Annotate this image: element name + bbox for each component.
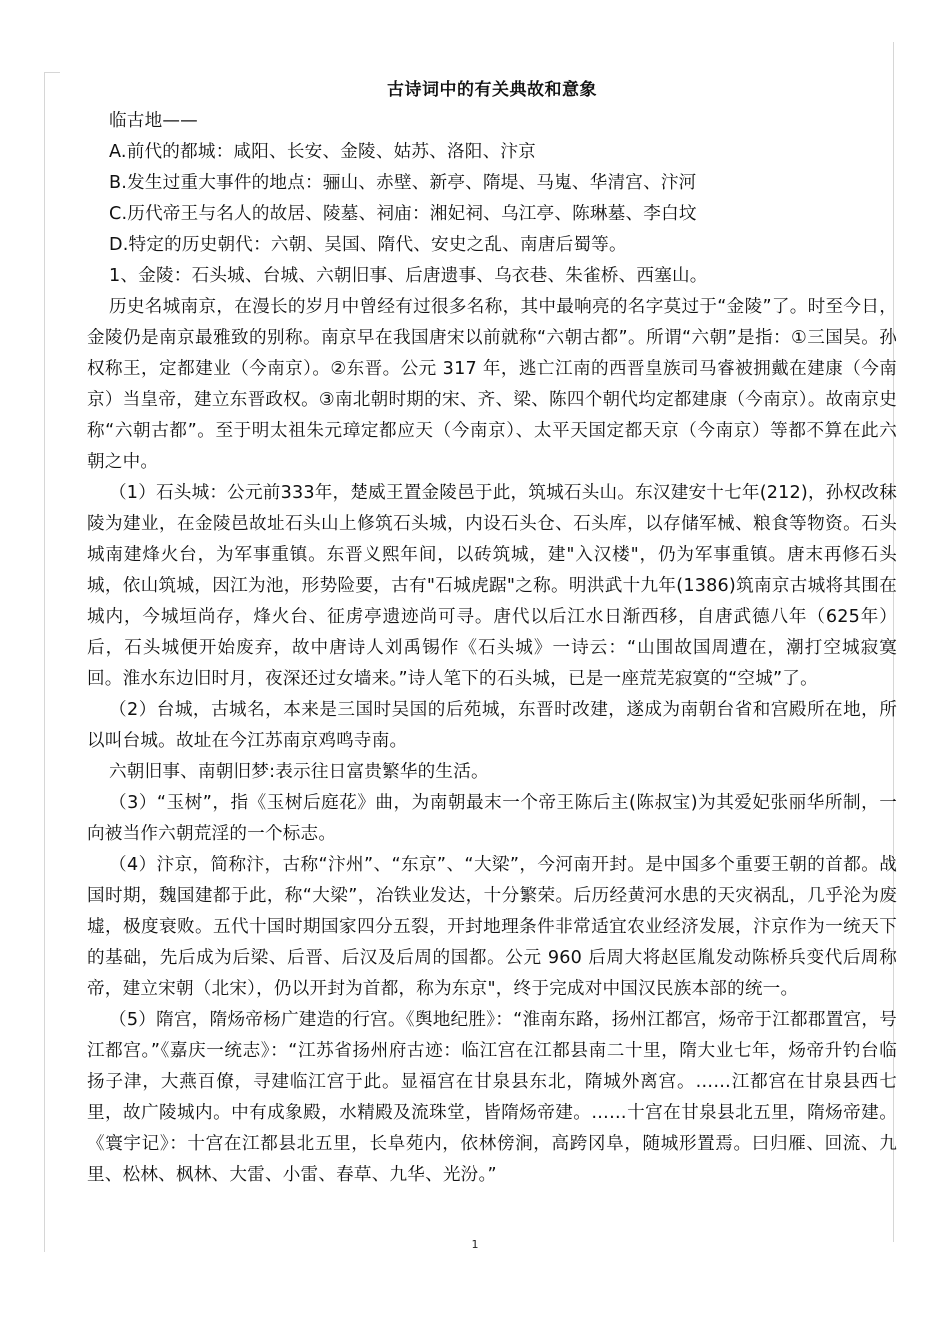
paragraph-heading: 临古地——	[109, 111, 198, 131]
page-left-edge	[44, 72, 45, 1252]
paragraph-bianjing: （4）汴京，简称汴，古称“汴州”、“东京”、“大梁”，今河南开封。是中国多个重要王朝的首都。战国时期，魏国建都于此，称“大梁”，冶铁业发达，十分繁荣。后历经黄河水患的天灾祸乱，几乎沦为废墟，极度衰败。五代十国时期国家四分五裂，开封地理条件非常适宜农业经济发展，汴京作为一统天下的基础，先后成为后梁、后晋、后汉及后周的国都。公元 960 后周大将赵匡胤发动陈桥兵变代后周称帝，建立宋朝（北宋），仍以开封为首都，称为东京"，终于完成对中国汉民族本部的统一。	[87, 855, 897, 999]
page-number: 1	[471, 1238, 479, 1251]
document-title: 古诗词中的有关典故和意象	[387, 80, 597, 100]
paragraph-shitoucheng: （1）石头城：公元前333年，楚威王置金陵邑于此，筑城石头山。东汉建安十七年(212)，孙权改秣陵为建业，在金陵邑故址石头山上修筑石头城，内设石头仓、石头库，以存储军械、粮食等物资。石头城南建烽火台，为军事重镇。东晋义熙年间，以砖筑城，建"入汉楼"，仍为军事重镇。唐末再修石头城，依山筑城，因江为池，形势险要，古有"石城虎踞"之称。明洪武十九年(1386)筑南京古城将其围在城内，今城垣尚存，烽火台、征虏亭遗迹尚可寻。唐代以后江水日渐西移，自唐武德八年（625年）后，石头城便开始废弃，故中唐诗人刘禹锡作《石头城》一诗云：“山围故国周遭在，潮打空城寂寞回。淮水东边旧时月，夜深还过女墙来。”诗人笔下的石头城，已是一座荒芜寂寞的“空城”了。	[87, 483, 897, 689]
paragraph-yushu: （3）“玉树”，指《玉树后庭花》曲，为南朝最末一个帝王陈后主(陈叔宝)为其爱妃张丽华所制，一向被当作六朝荒淫的一个标志。	[87, 793, 897, 844]
paragraph-suigong: （5）隋宫，隋炀帝杨广建造的行宫。《舆地纪胜》：“淮南东路，扬州江都宫，炀帝于江都郡置宫，号江都宫。”《嘉庆一统志》：“江苏省扬州府古迹：临江宫在江都县南二十里，隋大业七年，炀帝升钓台临扬子津，大燕百僚，寻建临江宫于此。显福宫在甘泉县东北，隋城外离宫。……江都宫在甘泉县西七里，故广陵城内。中有成象殿，水精殿及流珠堂，皆隋炀帝建。……十宫在甘泉县北五里，隋炀帝建。《寰宇记》：十宫在江都县北五里，长阜苑内，依林傍涧，高跨冈阜，随城形置焉。曰归雁、回流、九里、松林、枫林、大雷、小雷、春草、九华、光汾。”	[87, 1010, 897, 1185]
paragraph-item-d: D.特定的历史朝代：六朝、吴国、隋代、安史之乱、南唐后蜀等。	[109, 235, 627, 255]
page-top-left-edge	[44, 72, 60, 73]
paragraph-nanjing-history: 历史名城南京，在漫长的岁月中曾经有过很多名称，其中最响亮的名字莫过于“金陵”了。时至今日，金陵仍是南京最雅致的别称。南京早在我国唐宋以前就称“六朝古都”。所谓“六朝”是指：①三国吴。孙权称王，定都建业（今南京）。②东晋。公元 317 年，逃亡江南的西晋皇族司马睿被拥戴在建康（今南京）当皇帝，建立东晋政权。③南北朝时期的宋、齐、梁、陈四个朝代均定都建康（今南京）。故南京史称“六朝古都”。至于明太祖朱元璋定都应天（今南京）、太平天国定都天京（今南京）等都不算在此六朝之中。	[87, 297, 897, 472]
paragraph-liuchao: 六朝旧事、南朝旧梦:表示往日富贵繁华的生活。	[109, 762, 489, 782]
paragraph-item-a: A.前代的都城：咸阳、长安、金陵、姑苏、洛阳、汴京	[109, 142, 536, 162]
document-body	[87, 70, 897, 1191]
paragraph-item-b: B.发生过重大事件的地点：骊山、赤壁、新亭、隋堤、马嵬、华清宫、汴河	[109, 173, 697, 193]
paragraph-item-c: C.历代帝王与名人的故居、陵墓、祠庙：湘妃祠、乌江亭、陈琳墓、李白坟	[109, 204, 697, 224]
paragraph-taicheng: （2）台城，古城名，本来是三国时吴国的后苑城，东晋时改建，遂成为南朝台省和宫殿所在地，所以叫台城。故址在今江苏南京鸡鸣寺南。	[87, 700, 897, 751]
paragraph-section-1: 1、金陵：石头城、台城、六朝旧事、后唐遗事、乌衣巷、朱雀桥、西塞山。	[109, 266, 708, 286]
